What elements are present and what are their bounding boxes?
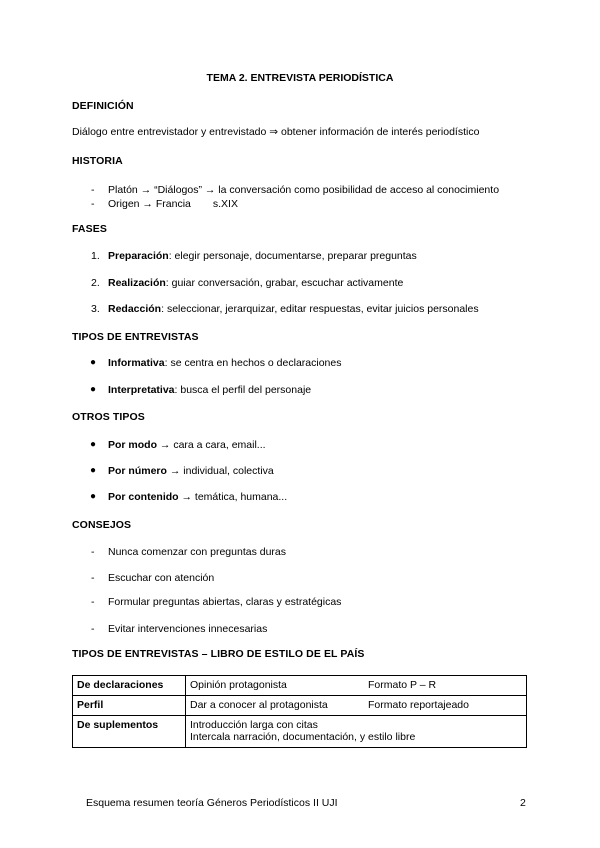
otro-item-1 bbox=[108, 439, 266, 451]
tipo-item-1 bbox=[108, 357, 341, 369]
otro-item-bold: Por modo bbox=[108, 439, 157, 451]
heading-definicion: DEFINICIÓN bbox=[72, 100, 134, 112]
list-dash: - bbox=[91, 198, 95, 210]
fase-item-rest: : seleccionar, jerarquizar, editar respuestas, evitar juicios personales bbox=[161, 303, 479, 315]
bullet-icon: ● bbox=[90, 384, 97, 395]
list-number: 3. bbox=[91, 303, 100, 315]
fase-item-rest: : elegir personaje, documentarse, preparar preguntas bbox=[168, 250, 417, 262]
otro-item-bold: Por contenido bbox=[108, 491, 179, 503]
consejo-item-3: Formular preguntas abiertas, claras y estratégicas bbox=[108, 596, 342, 608]
otro-item-bold: Por número bbox=[108, 465, 167, 477]
historia-item-2-text: Origen → Francia bbox=[108, 198, 191, 210]
otro-item-rest: → cara a cara, email... bbox=[157, 439, 266, 451]
tipo-item-rest: : busca el perfil del personaje bbox=[174, 384, 312, 396]
fase-item-2 bbox=[108, 277, 403, 289]
list-dash: - bbox=[91, 184, 95, 196]
list-dash: - bbox=[91, 596, 95, 608]
otro-item-3 bbox=[108, 491, 287, 503]
table-cell-label: Perfil bbox=[73, 696, 186, 716]
heading-fases: FASES bbox=[72, 223, 107, 235]
heading-historia: HISTORIA bbox=[72, 155, 123, 167]
table-row bbox=[73, 676, 527, 696]
list-dash: - bbox=[91, 572, 95, 584]
tipo-item-2 bbox=[108, 384, 311, 396]
fase-item-bold: Preparación bbox=[108, 250, 169, 262]
fase-item-3 bbox=[108, 303, 479, 315]
heading-otros: OTROS TIPOS bbox=[72, 411, 145, 423]
list-number: 1. bbox=[91, 250, 100, 262]
historia-item-2-extra: s.XIX bbox=[212, 198, 238, 210]
row-desc: Opinión protagonista bbox=[190, 679, 287, 691]
consejo-item-4: Evitar intervenciones innecesarias bbox=[108, 623, 268, 635]
bullet-icon: ● bbox=[90, 357, 97, 368]
tipo-item-rest: : se centra en hechos o declaraciones bbox=[164, 357, 342, 369]
list-dash: - bbox=[91, 546, 95, 558]
otro-item-rest: → individual, colectiva bbox=[166, 465, 274, 477]
libro-estilo-table bbox=[72, 675, 527, 748]
table-cell-label: De suplementos bbox=[73, 716, 186, 748]
page-title: TEMA 2. ENTREVISTA PERIODÍSTICA bbox=[206, 72, 394, 84]
bullet-icon: ● bbox=[90, 465, 97, 476]
consejo-item-1: Nunca comenzar con preguntas duras bbox=[108, 546, 287, 558]
tipo-item-bold: Interpretativa bbox=[108, 384, 175, 396]
consejo-item-2: Escuchar con atención bbox=[108, 572, 215, 584]
definicion-text: Diálogo entre entrevistador y entrevistado ⇒ obtener información de interés periodístico bbox=[72, 126, 480, 138]
fase-item-rest: : guiar conversación, grabar, escuchar activamente bbox=[165, 277, 404, 289]
tipo-item-bold: Informativa bbox=[108, 357, 165, 369]
fase-item-bold: Redacción bbox=[108, 303, 162, 315]
fase-item-bold: Realización bbox=[108, 277, 166, 289]
table-cell-desc bbox=[186, 696, 527, 716]
row-desc: Dar a conocer al protagonista bbox=[190, 699, 328, 711]
fase-item-1 bbox=[108, 250, 417, 262]
page-number: 2 bbox=[520, 797, 526, 809]
heading-libro-estilo: TIPOS DE ENTREVISTAS – LIBRO DE ESTILO DE EL PAÍS bbox=[72, 648, 365, 660]
row-line-2: Intercala narración, documentación, y estilo libre bbox=[190, 731, 416, 743]
historia-item-1: Platón → “Diálogos” → la conversación como posibilidad de acceso al conocimiento bbox=[108, 184, 500, 196]
heading-tipos: TIPOS DE ENTREVISTAS bbox=[72, 331, 199, 343]
bullet-icon: ● bbox=[90, 491, 97, 502]
table-cell-desc bbox=[186, 676, 527, 696]
table-row bbox=[73, 716, 527, 748]
heading-consejos: CONSEJOS bbox=[72, 519, 132, 531]
row-line-1: Introducción larga con citas bbox=[190, 719, 318, 731]
table-row bbox=[73, 696, 527, 716]
footer-text: Esquema resumen teoría Géneros Periodísticos II UJI bbox=[86, 797, 338, 809]
historia-item-2 bbox=[108, 198, 238, 210]
row-formato: Formato P – R bbox=[368, 679, 437, 691]
otro-item-rest: → temática, humana... bbox=[178, 491, 288, 503]
table-cell-label: De declaraciones bbox=[73, 676, 186, 696]
otro-item-2 bbox=[108, 465, 274, 477]
list-number: 2. bbox=[91, 277, 100, 289]
row-formato: Formato reportajeado bbox=[368, 699, 469, 711]
list-dash: - bbox=[91, 623, 95, 635]
table-cell-desc bbox=[186, 716, 527, 748]
bullet-icon: ● bbox=[90, 439, 97, 450]
